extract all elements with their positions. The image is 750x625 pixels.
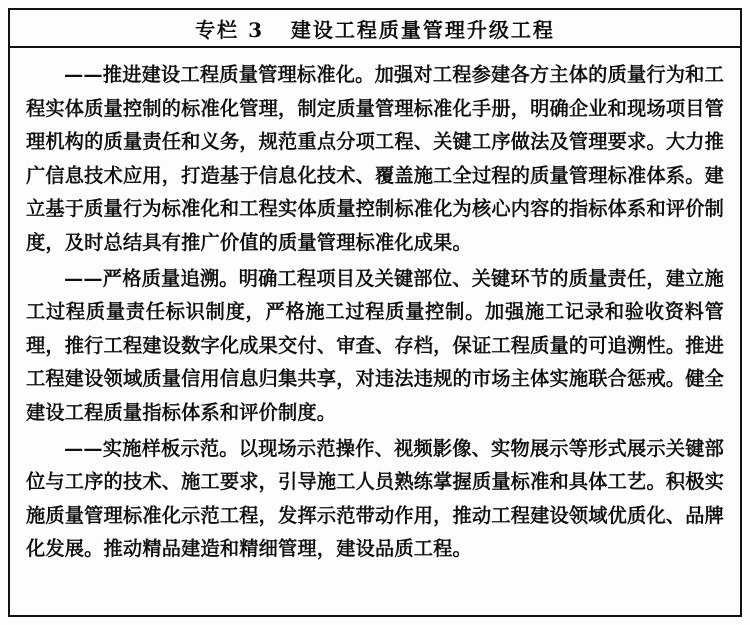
paragraph-2: ——严格质量追溯。明确工程项目及关键部位、关键环节的质量责任，建立施工过程质量责任标识制度，严格施工过程质量控制。加强施工记录和验收资料管理，推行工程建设数字化成果交付、审查、存档，保证工程质量的可追溯性。推进工程建设领域质量信用信息归集共享，对违法违规的市场主体实施联合惩戒。健全建设工程质量指标体系和评价制度。	[26, 266, 724, 424]
box-title-bar	[10, 10, 740, 48]
paragraph-1: ——推进建设工程质量管理标准化。加强对工程参建各方主体的质量行为和工程实体质量控制的标准化管理，制定质量管理标准化手册，明确企业和现场项目管理机构的质量责任和义务，规范重点分项工程、关键工序做法及管理要求。大力推广信息技术应用，打造基于信息化技术、覆盖施工全过程的质量管理标准体系。建立基于质量行为标准化和工程实体质量控制标准化为核心内容的指标体系和评价制度，及时总结具有推广价值的质量管理标准化成果。	[26, 63, 724, 254]
paragraph-3: ——实施样板示范。以现场示范操作、视频影像、实物展示等形式展示关键部位与工序的技术、施工要求，引导施工人员熟练掌握质量标准和具体工艺。积极实施质量管理标准化示范工程，发挥示范带动作用，推动工程建设领域优质化、品牌化发展。推动精品建造和精细管理，建设品质工程。	[26, 436, 724, 561]
box-body	[10, 48, 740, 574]
highlight-box	[8, 8, 742, 617]
box-title: 专栏 3 建设工程质量管理升级工程	[195, 17, 555, 42]
